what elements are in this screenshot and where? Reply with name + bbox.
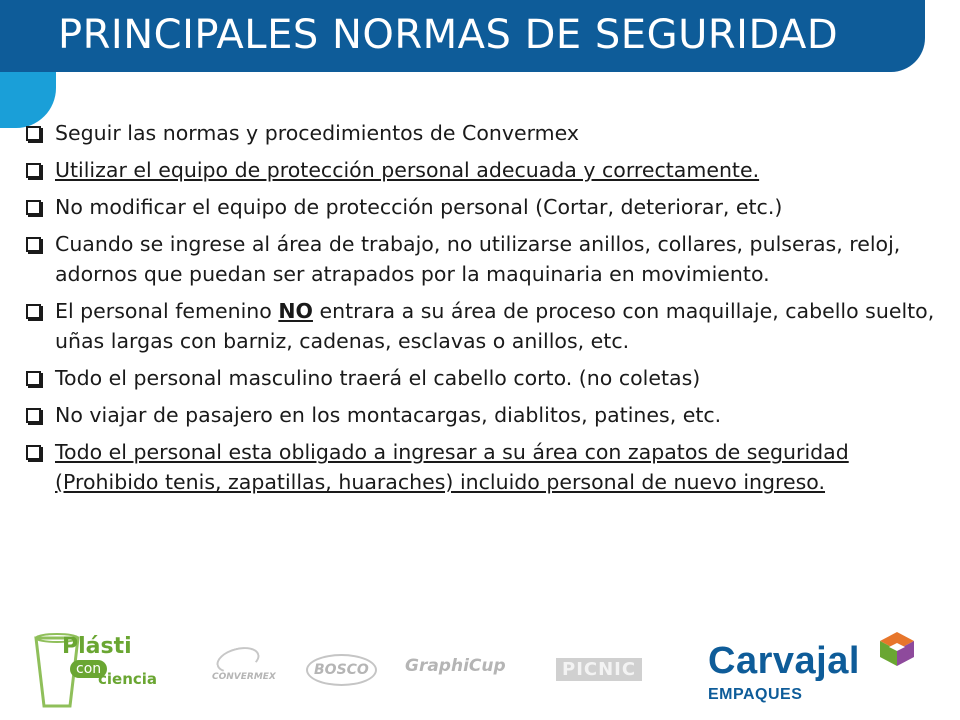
convermex-logo: CONVERMEX [212,672,276,682]
rules-list [22,118,942,504]
carvajal-logo: Carvajal [708,640,860,682]
rule-text: No viajar de pasajero en los montacargas, diablitos, patines, etc. [55,403,722,427]
checkbox-bullet-icon [26,126,41,141]
rule-emphasis: NO [278,299,313,323]
rule-text-after: entrara a su área de proceso con maquillaje, cabello suelto, uñas largas con barniz, cadenas, esclavas o anillos, etc. [55,299,935,353]
checkbox-bullet-icon [26,237,41,252]
rule-item [22,192,942,222]
rule-item [22,400,942,430]
empaques-label: EMPAQUES [708,686,803,703]
picnic-logo: PICNIC [556,658,642,681]
rule-text-before: El personal femenino [55,299,279,323]
rule-text: Todo el personal esta obligado a ingresar a su área con zapatos de seguridad (Prohibido tenis, zapatillas, huaraches) incluido personal de nuevo ingreso. [55,440,849,494]
bosco-logo: BOSCO [306,654,377,686]
checkbox-bullet-icon [26,163,41,178]
slide-title: PRINCIPALES NORMAS DE SEGURIDAD [58,12,839,58]
rule-item [22,363,942,393]
rule-item [22,296,942,356]
plasticonciencia-logo-text: ciencia [98,670,158,688]
rule-text: No modificar el equipo de protección personal (Cortar, deteriorar, etc.) [55,195,783,219]
rule-item [22,229,942,289]
checkbox-bullet-icon [26,408,41,423]
graphicup-logo: GraphiCup [405,656,506,676]
checkbox-bullet-icon [26,304,41,319]
rule-text: Seguir las normas y procedimientos de Convermex [55,121,580,145]
plasticonciencia-logo-text: con [70,660,107,678]
rule-text: Todo el personal masculino traerá el cabello corto. (no coletas) [55,366,701,390]
carvajal-cube-icon [878,630,916,668]
checkbox-bullet-icon [26,445,41,460]
title-banner [0,0,925,72]
rule-text [55,296,942,356]
plasticonciencia-logo-text: Plásti [62,634,132,659]
rule-item [22,155,942,185]
rule-item [22,118,942,148]
checkbox-bullet-icon [26,200,41,215]
rule-text: Cuando se ingrese al área de trabajo, no utilizarse anillos, collares, pulseras, reloj, adornos que puedan ser atrapados por la maquinaria en movimiento. [55,232,901,286]
checkbox-bullet-icon [26,371,41,386]
rule-text: Utilizar el equipo de protección personal adecuada y correctamente. [55,158,760,182]
rule-item [22,437,942,497]
brand-logos [0,620,960,720]
